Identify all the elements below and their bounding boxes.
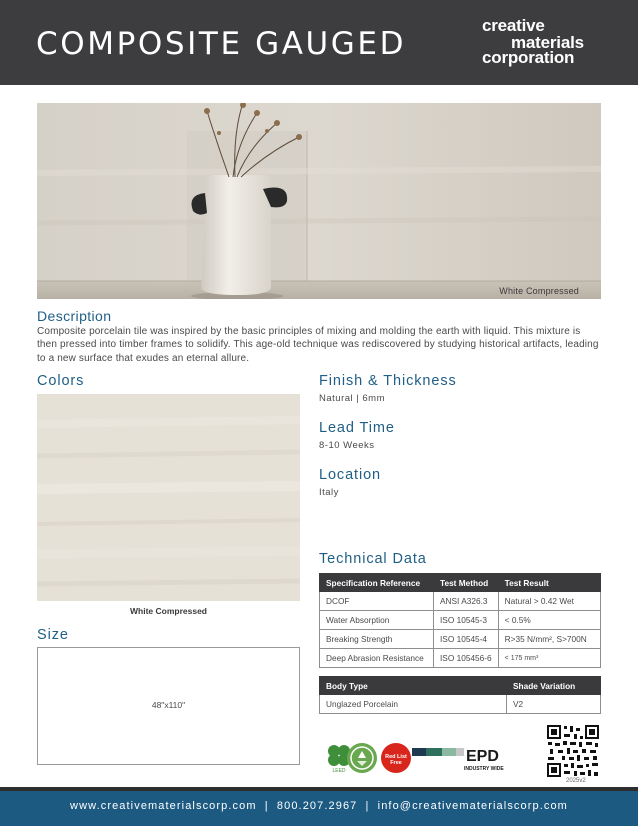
footer-bar	[0, 787, 638, 826]
recycle-icon	[346, 742, 378, 774]
table-cell: ANSI A326.3	[434, 592, 499, 611]
table-cell: ISO 105456-6	[434, 649, 499, 668]
hero-image	[37, 103, 601, 299]
body-type-table	[319, 676, 601, 714]
table-cell: Natural > 0.42 Wet	[498, 592, 600, 611]
epd-text: EPD	[466, 748, 499, 765]
column-header: Specification Reference	[320, 574, 434, 592]
logo-line-2: materials	[511, 33, 584, 52]
table-cell: Breaking Strength	[320, 630, 434, 649]
table-header-row	[320, 574, 601, 592]
lead-time-heading: Lead Time	[319, 420, 395, 436]
size-value: 48"x110"	[151, 700, 186, 710]
table-row	[320, 630, 601, 649]
table-cell: R>35 N/mm², S>700N	[498, 630, 600, 649]
epd-subtext: INDUSTRY WIDE	[464, 766, 504, 772]
logo-line-3: corporation	[482, 48, 575, 67]
table-cell: Unglazed Porcelain	[320, 695, 507, 714]
table-row	[320, 649, 601, 668]
footer-contact	[0, 800, 638, 812]
finish-value: Natural | 6mm	[319, 393, 385, 404]
company-logo[interactable]	[482, 15, 612, 69]
table-row	[320, 695, 601, 714]
description-text: Composite porcelain tile was inspired by the basic principles of mixing and molding the earth with liquid. This mixture is then pressed into timber frames to solidify. This age-old technique was rediscovered by studying historical artifacts, leading to a new surface that exudes an eternal allure.	[37, 326, 599, 364]
technical-data-heading: Technical Data	[319, 551, 427, 567]
table-cell: ISO 10545-4	[434, 630, 499, 649]
location-heading: Location	[319, 467, 382, 483]
hero-caption: White Compressed	[499, 286, 579, 296]
finish-heading: Finish & Thickness	[319, 373, 457, 389]
column-header: Test Method	[434, 574, 499, 592]
description-heading: Description	[37, 308, 112, 324]
red-list-line-1: Red List	[385, 754, 407, 760]
red-list-line-2: Free	[390, 760, 402, 766]
lead-time-value: 8-10 Weeks	[319, 440, 375, 451]
table-row	[320, 592, 601, 611]
color-swatch-white-compressed[interactable]	[37, 394, 300, 601]
table-cell: DCOF	[320, 592, 434, 611]
footer-separator: |	[365, 800, 370, 812]
swatch-label: White Compressed	[130, 606, 207, 616]
technical-data-table	[319, 573, 601, 668]
qr-code-icon[interactable]	[546, 724, 600, 778]
table-cell: Water Absorption	[320, 611, 434, 630]
footer-website-link[interactable]: www.creativematerialscorp.com	[70, 800, 257, 812]
size-box	[37, 647, 300, 765]
red-list-free-icon	[380, 742, 412, 774]
column-header: Shade Variation	[507, 677, 601, 695]
footer-email-link[interactable]: info@creativematerialscorp.com	[377, 800, 568, 812]
table-cell: < 175 mm³	[498, 649, 600, 668]
swatch-texture	[37, 394, 300, 601]
table-cell: V2	[507, 695, 601, 714]
colors-heading: Colors	[37, 373, 85, 389]
table-row	[320, 611, 601, 630]
page-title: COMPOSITE GAUGED	[36, 26, 407, 62]
table-cell: Deep Abrasion Resistance	[320, 649, 434, 668]
footer-separator: |	[264, 800, 269, 812]
table-header-row	[320, 677, 601, 695]
header-bar	[0, 0, 638, 85]
location-value: Italy	[319, 487, 339, 498]
leed-text: LEED	[332, 768, 346, 774]
size-heading: Size	[37, 627, 69, 643]
logo-line-1: creative	[482, 16, 545, 35]
epd-logo	[412, 745, 512, 773]
hero-photo	[37, 103, 601, 299]
table-cell: ISO 10545-3	[434, 611, 499, 630]
footer-phone-link[interactable]: 800.207.2967	[276, 800, 358, 812]
column-header: Body Type	[320, 677, 507, 695]
table-cell: < 0.5%	[498, 611, 600, 630]
column-header: Test Result	[498, 574, 600, 592]
version-label: 2025v2	[566, 778, 586, 784]
